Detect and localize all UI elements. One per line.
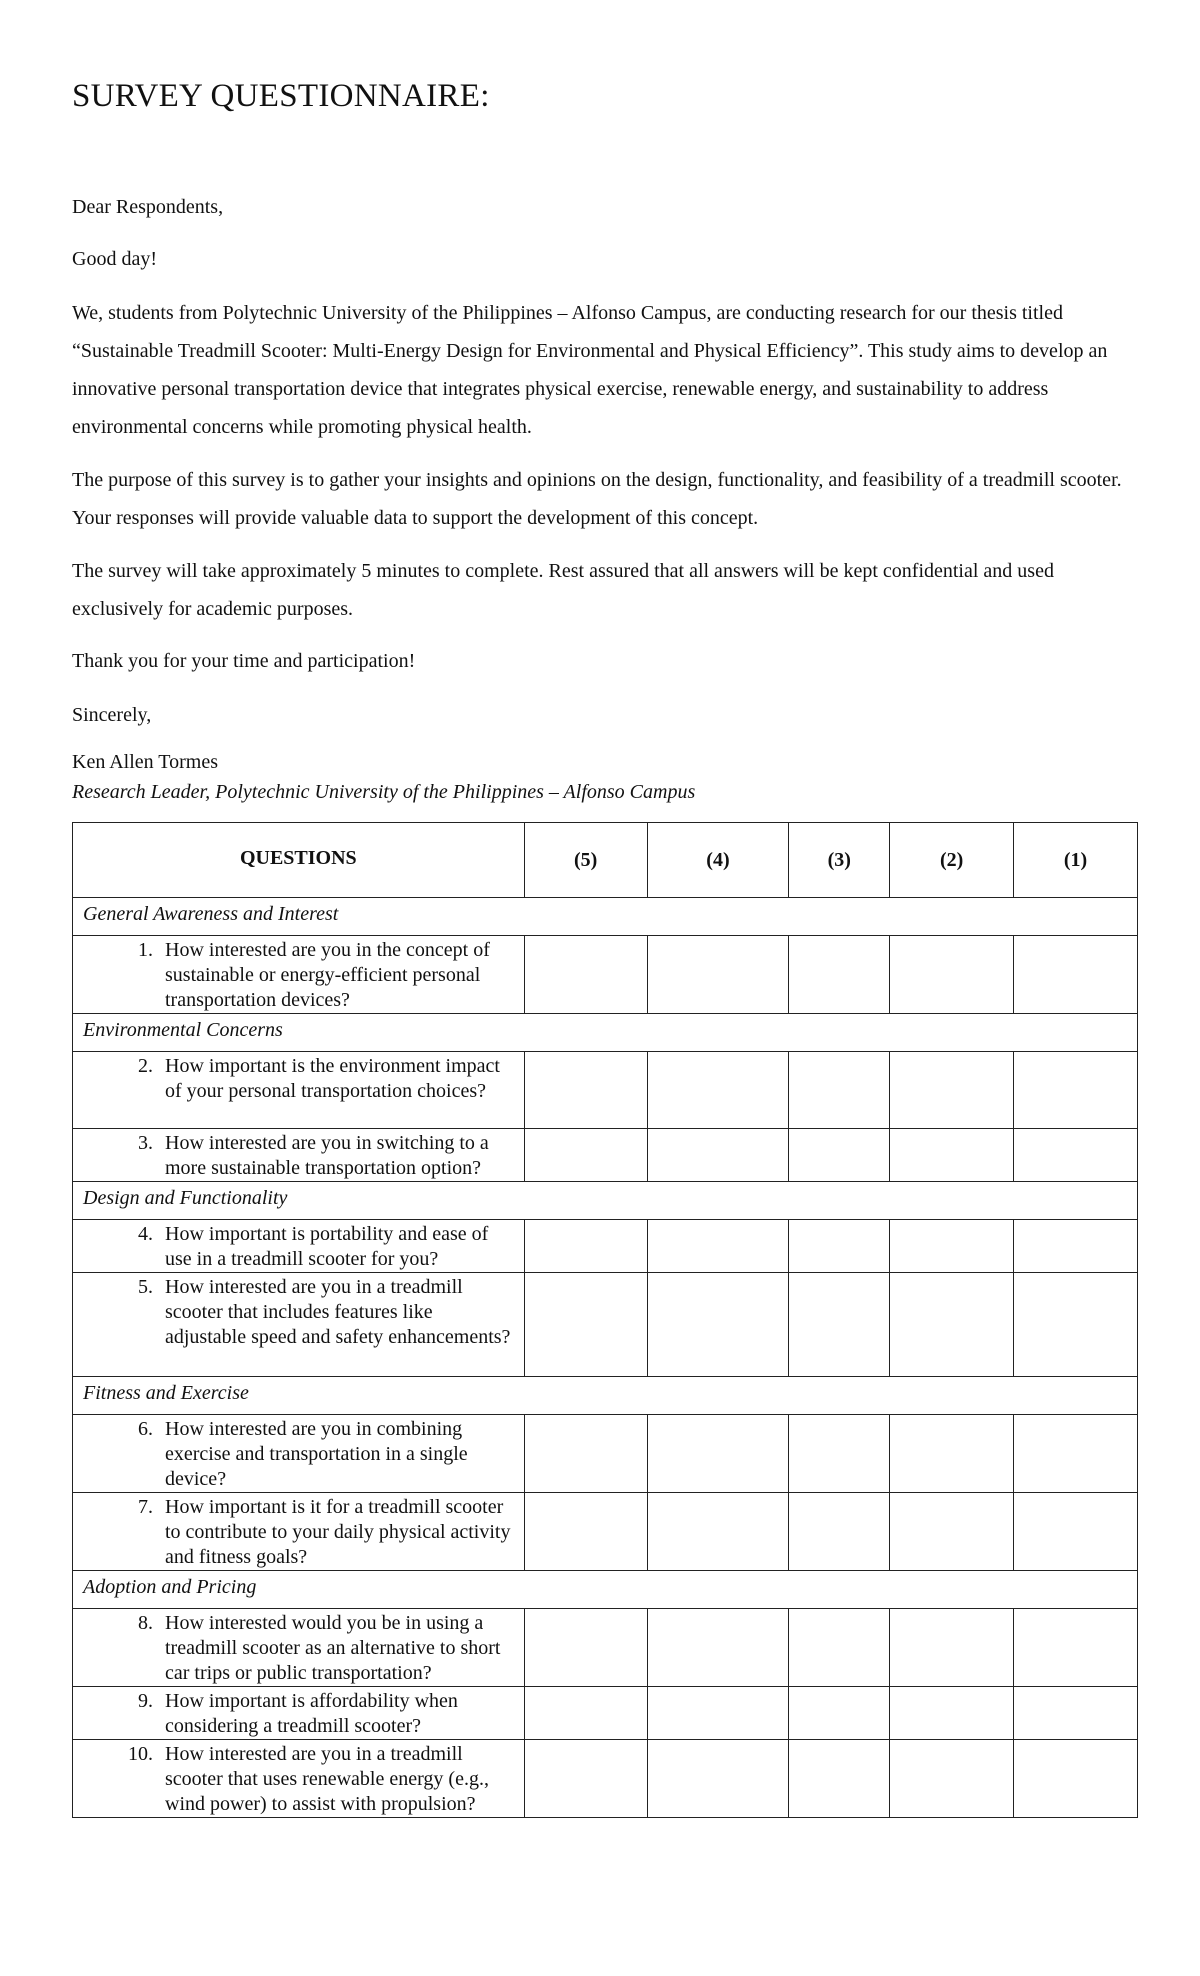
rating-cell[interactable]: [524, 1129, 647, 1182]
question-text: How interested are you in switching to a more sustainable transportation option?: [165, 1132, 489, 1179]
question-row: [73, 1220, 1138, 1273]
question-cell: [73, 1687, 525, 1740]
rating-cell[interactable]: [789, 1220, 890, 1273]
question-text: How interested are you in the concept of sustainable or energy-efficient personal transportation devices?: [165, 939, 490, 1011]
question-text: How important is affordability when considering a treadmill scooter?: [165, 1690, 458, 1737]
thanks-paragraph: Thank you for your time and participation!: [72, 650, 416, 672]
question-row: [73, 1052, 1138, 1129]
question-text: How important is it for a treadmill scooter to contribute to your daily physical activity and fitness goals?: [165, 1496, 511, 1568]
duration-paragraph: The survey will take approximately 5 minutes to complete. Rest assured that all answers will be kept confidential and used exclusively for academic purposes.: [72, 560, 1054, 620]
question-cell: [73, 1740, 525, 1818]
question-number: 1.: [138, 939, 153, 961]
question-text: How important is portability and ease of use in a treadmill scooter for you?: [165, 1223, 489, 1270]
rating-cell[interactable]: [524, 1609, 647, 1687]
rating-cell[interactable]: [1014, 1220, 1138, 1273]
rating-cell[interactable]: [789, 1740, 890, 1818]
rating-cell[interactable]: [890, 1052, 1014, 1129]
question-cell: [73, 1052, 525, 1129]
rating-cell[interactable]: [789, 1052, 890, 1129]
rating-cell[interactable]: [1014, 1415, 1138, 1493]
question-row: [73, 1273, 1138, 1377]
question-row: [73, 1740, 1138, 1818]
rating-cell[interactable]: [647, 1740, 789, 1818]
good-day: Good day!: [72, 248, 157, 270]
signer-title: Research Leader, Polytechnic University of the Philippines – Alfonso Campus: [72, 781, 696, 803]
question-cell: [73, 1129, 525, 1182]
rating-cell[interactable]: [789, 1415, 890, 1493]
rating-cell[interactable]: [890, 1129, 1014, 1182]
rating-cell[interactable]: [890, 1609, 1014, 1687]
rating-cell[interactable]: [890, 1273, 1014, 1377]
rating-header: (4): [647, 823, 789, 898]
rating-cell[interactable]: [1014, 1493, 1138, 1571]
rating-cell[interactable]: [524, 1220, 647, 1273]
section-row: [73, 1014, 1138, 1052]
question-number: 9.: [138, 1690, 153, 1712]
question-cell: [73, 1609, 525, 1687]
question-number: 10.: [128, 1743, 153, 1765]
section-row: [73, 898, 1138, 936]
rating-cell[interactable]: [647, 1609, 789, 1687]
rating-header: (1): [1014, 823, 1138, 898]
rating-cell[interactable]: [1014, 1687, 1138, 1740]
rating-cell[interactable]: [789, 1493, 890, 1571]
rating-cell[interactable]: [524, 936, 647, 1014]
rating-cell[interactable]: [890, 1740, 1014, 1818]
rating-cell[interactable]: [1014, 1052, 1138, 1129]
rating-cell[interactable]: [789, 1609, 890, 1687]
rating-cell[interactable]: [647, 936, 789, 1014]
question-cell: [73, 1493, 525, 1571]
question-row: [73, 1687, 1138, 1740]
rating-header: (5): [524, 823, 647, 898]
greeting: Dear Respondents,: [72, 196, 224, 218]
rating-cell[interactable]: [1014, 936, 1138, 1014]
rating-header: (3): [789, 823, 890, 898]
rating-cell[interactable]: [524, 1493, 647, 1571]
question-cell: [73, 936, 525, 1014]
section-title: Fitness and Exercise: [73, 1377, 1138, 1415]
question-number: 6.: [138, 1418, 153, 1440]
section-row: [73, 1571, 1138, 1609]
section-row: [73, 1182, 1138, 1220]
question-cell: [73, 1415, 525, 1493]
page-title: SURVEY QUESTIONNAIRE:: [72, 78, 490, 114]
rating-cell[interactable]: [789, 1129, 890, 1182]
rating-cell[interactable]: [647, 1220, 789, 1273]
question-row: [73, 1609, 1138, 1687]
question-text: How important is the environment impact of your personal transportation choices?: [165, 1055, 500, 1102]
survey-table: [72, 822, 1138, 1818]
section-title: General Awareness and Interest: [73, 898, 1138, 936]
rating-cell[interactable]: [789, 1273, 890, 1377]
question-number: 4.: [138, 1223, 153, 1245]
rating-header: (2): [890, 823, 1014, 898]
rating-cell[interactable]: [524, 1740, 647, 1818]
rating-cell[interactable]: [890, 1220, 1014, 1273]
section-row: [73, 1377, 1138, 1415]
section-title: Environmental Concerns: [73, 1014, 1138, 1052]
intro-paragraph: We, students from Polytechnic University of the Philippines – Alfonso Campus, are conducting research for our thesis titled “Sustainable Treadmill Scooter: Multi-Energy Design for Environmental and Physical Efficiency”. This study aims to develop an innovative personal transportation device that integrates physical exercise, renewable energy, and sustainability to address environmental concerns while promoting physical health.: [72, 302, 1108, 438]
rating-cell[interactable]: [1014, 1740, 1138, 1818]
rating-cell[interactable]: [647, 1687, 789, 1740]
rating-cell[interactable]: [524, 1687, 647, 1740]
question-text: How interested would you be in using a treadmill scooter as an alternative to short car trips or public transportation?: [165, 1612, 501, 1684]
rating-cell[interactable]: [890, 936, 1014, 1014]
rating-cell[interactable]: [647, 1493, 789, 1571]
question-number: 7.: [138, 1496, 153, 1518]
question-cell: [73, 1273, 525, 1377]
rating-cell[interactable]: [890, 1493, 1014, 1571]
question-number: 8.: [138, 1612, 153, 1634]
section-title: Design and Functionality: [73, 1182, 1138, 1220]
rating-cell[interactable]: [647, 1052, 789, 1129]
purpose-paragraph: The purpose of this survey is to gather your insights and opinions on the design, functionality, and feasibility of a treadmill scooter. Your responses will provide valuable data to support the development of this concept.: [72, 469, 1122, 529]
question-row: [73, 1129, 1138, 1182]
question-text: How interested are you in a treadmill scooter that uses renewable energy (e.g., wind power) to assist with propulsion?: [165, 1743, 489, 1815]
rating-cell[interactable]: [1014, 1129, 1138, 1182]
question-row: [73, 1493, 1138, 1571]
question-text: How interested are you in a treadmill scooter that includes features like adjustable speed and safety enhancements?: [165, 1276, 511, 1348]
rating-cell[interactable]: [789, 936, 890, 1014]
rating-cell[interactable]: [647, 1415, 789, 1493]
rating-cell[interactable]: [1014, 1273, 1138, 1377]
rating-cell[interactable]: [524, 1415, 647, 1493]
question-number: 2.: [138, 1055, 153, 1077]
rating-cell[interactable]: [647, 1129, 789, 1182]
question-cell: [73, 1220, 525, 1273]
rating-cell[interactable]: [890, 1687, 1014, 1740]
question-row: [73, 1415, 1138, 1493]
rating-cell[interactable]: [789, 1687, 890, 1740]
rating-cell[interactable]: [890, 1415, 1014, 1493]
rating-cell[interactable]: [524, 1052, 647, 1129]
question-text: How interested are you in combining exercise and transportation in a single device?: [165, 1418, 468, 1490]
rating-cell[interactable]: [524, 1273, 647, 1377]
closing: Sincerely,: [72, 704, 152, 726]
rating-cell[interactable]: [1014, 1609, 1138, 1687]
signer-name: Ken Allen Tormes: [72, 751, 218, 773]
question-number: 5.: [138, 1276, 153, 1298]
section-title: Adoption and Pricing: [73, 1571, 1138, 1609]
questions-header: QUESTIONS: [73, 823, 525, 898]
question-row: [73, 936, 1138, 1014]
question-number: 3.: [138, 1132, 153, 1154]
rating-cell[interactable]: [647, 1273, 789, 1377]
